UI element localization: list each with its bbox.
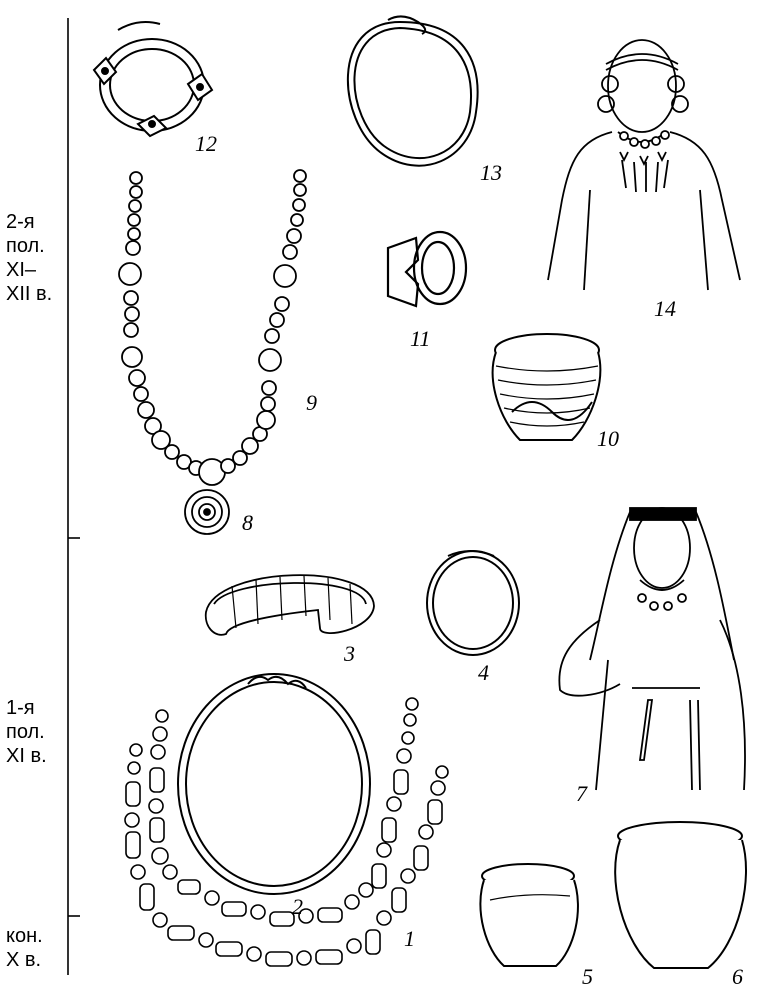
period-label-late-11-12 [6,210,52,306]
period-text: X в. [6,949,42,971]
period-text: кон. [6,925,43,947]
figure-number-10: 10 [597,426,619,451]
bracelet-12-drawing [94,22,212,136]
bead-necklace-1-drawing [125,698,448,966]
period-label-early-11 [6,696,47,768]
period-label-end-10 [6,924,43,972]
figure-number-5: 5 [582,964,593,989]
figure-number-9: 9 [306,390,317,415]
period-text: XI– [6,259,37,281]
pot-10-drawing [493,334,601,440]
timeline-axis [68,18,80,975]
figure-number-2: 2 [292,894,303,919]
costume-7-drawing [559,508,745,790]
bead-necklace-9-drawing [119,170,306,485]
period-text: пол. [6,721,45,743]
figure-number-8: 8 [242,510,253,535]
figure-number-14: 14 [654,296,676,321]
ring-11-drawing [388,232,466,306]
spiral-pendant-8-drawing [185,490,229,534]
neck-ring-13-drawing [348,16,478,165]
figure-number-4: 4 [478,660,489,685]
figure-number-3: 3 [344,641,355,666]
bracelet-3-drawing [206,575,374,635]
figure-number-7: 7 [576,781,587,806]
figure-number-11: 11 [410,326,431,351]
figure-number-1: 1 [404,926,415,951]
period-text: XII в. [6,283,53,305]
pot-6-drawing [615,822,746,968]
bracelet-4-drawing [427,551,519,655]
figure-number-6: 6 [732,964,743,989]
figure-number-12: 12 [195,131,217,156]
period-text: 2-я [6,211,35,233]
neck-ring-2-drawing [178,674,370,894]
costume-14-drawing [548,40,740,290]
period-text: пол. [6,235,45,257]
period-text: XI в. [6,745,47,767]
pot-5-drawing [480,864,578,966]
period-text: 1-я [6,697,35,719]
figure-number-13: 13 [480,160,502,185]
